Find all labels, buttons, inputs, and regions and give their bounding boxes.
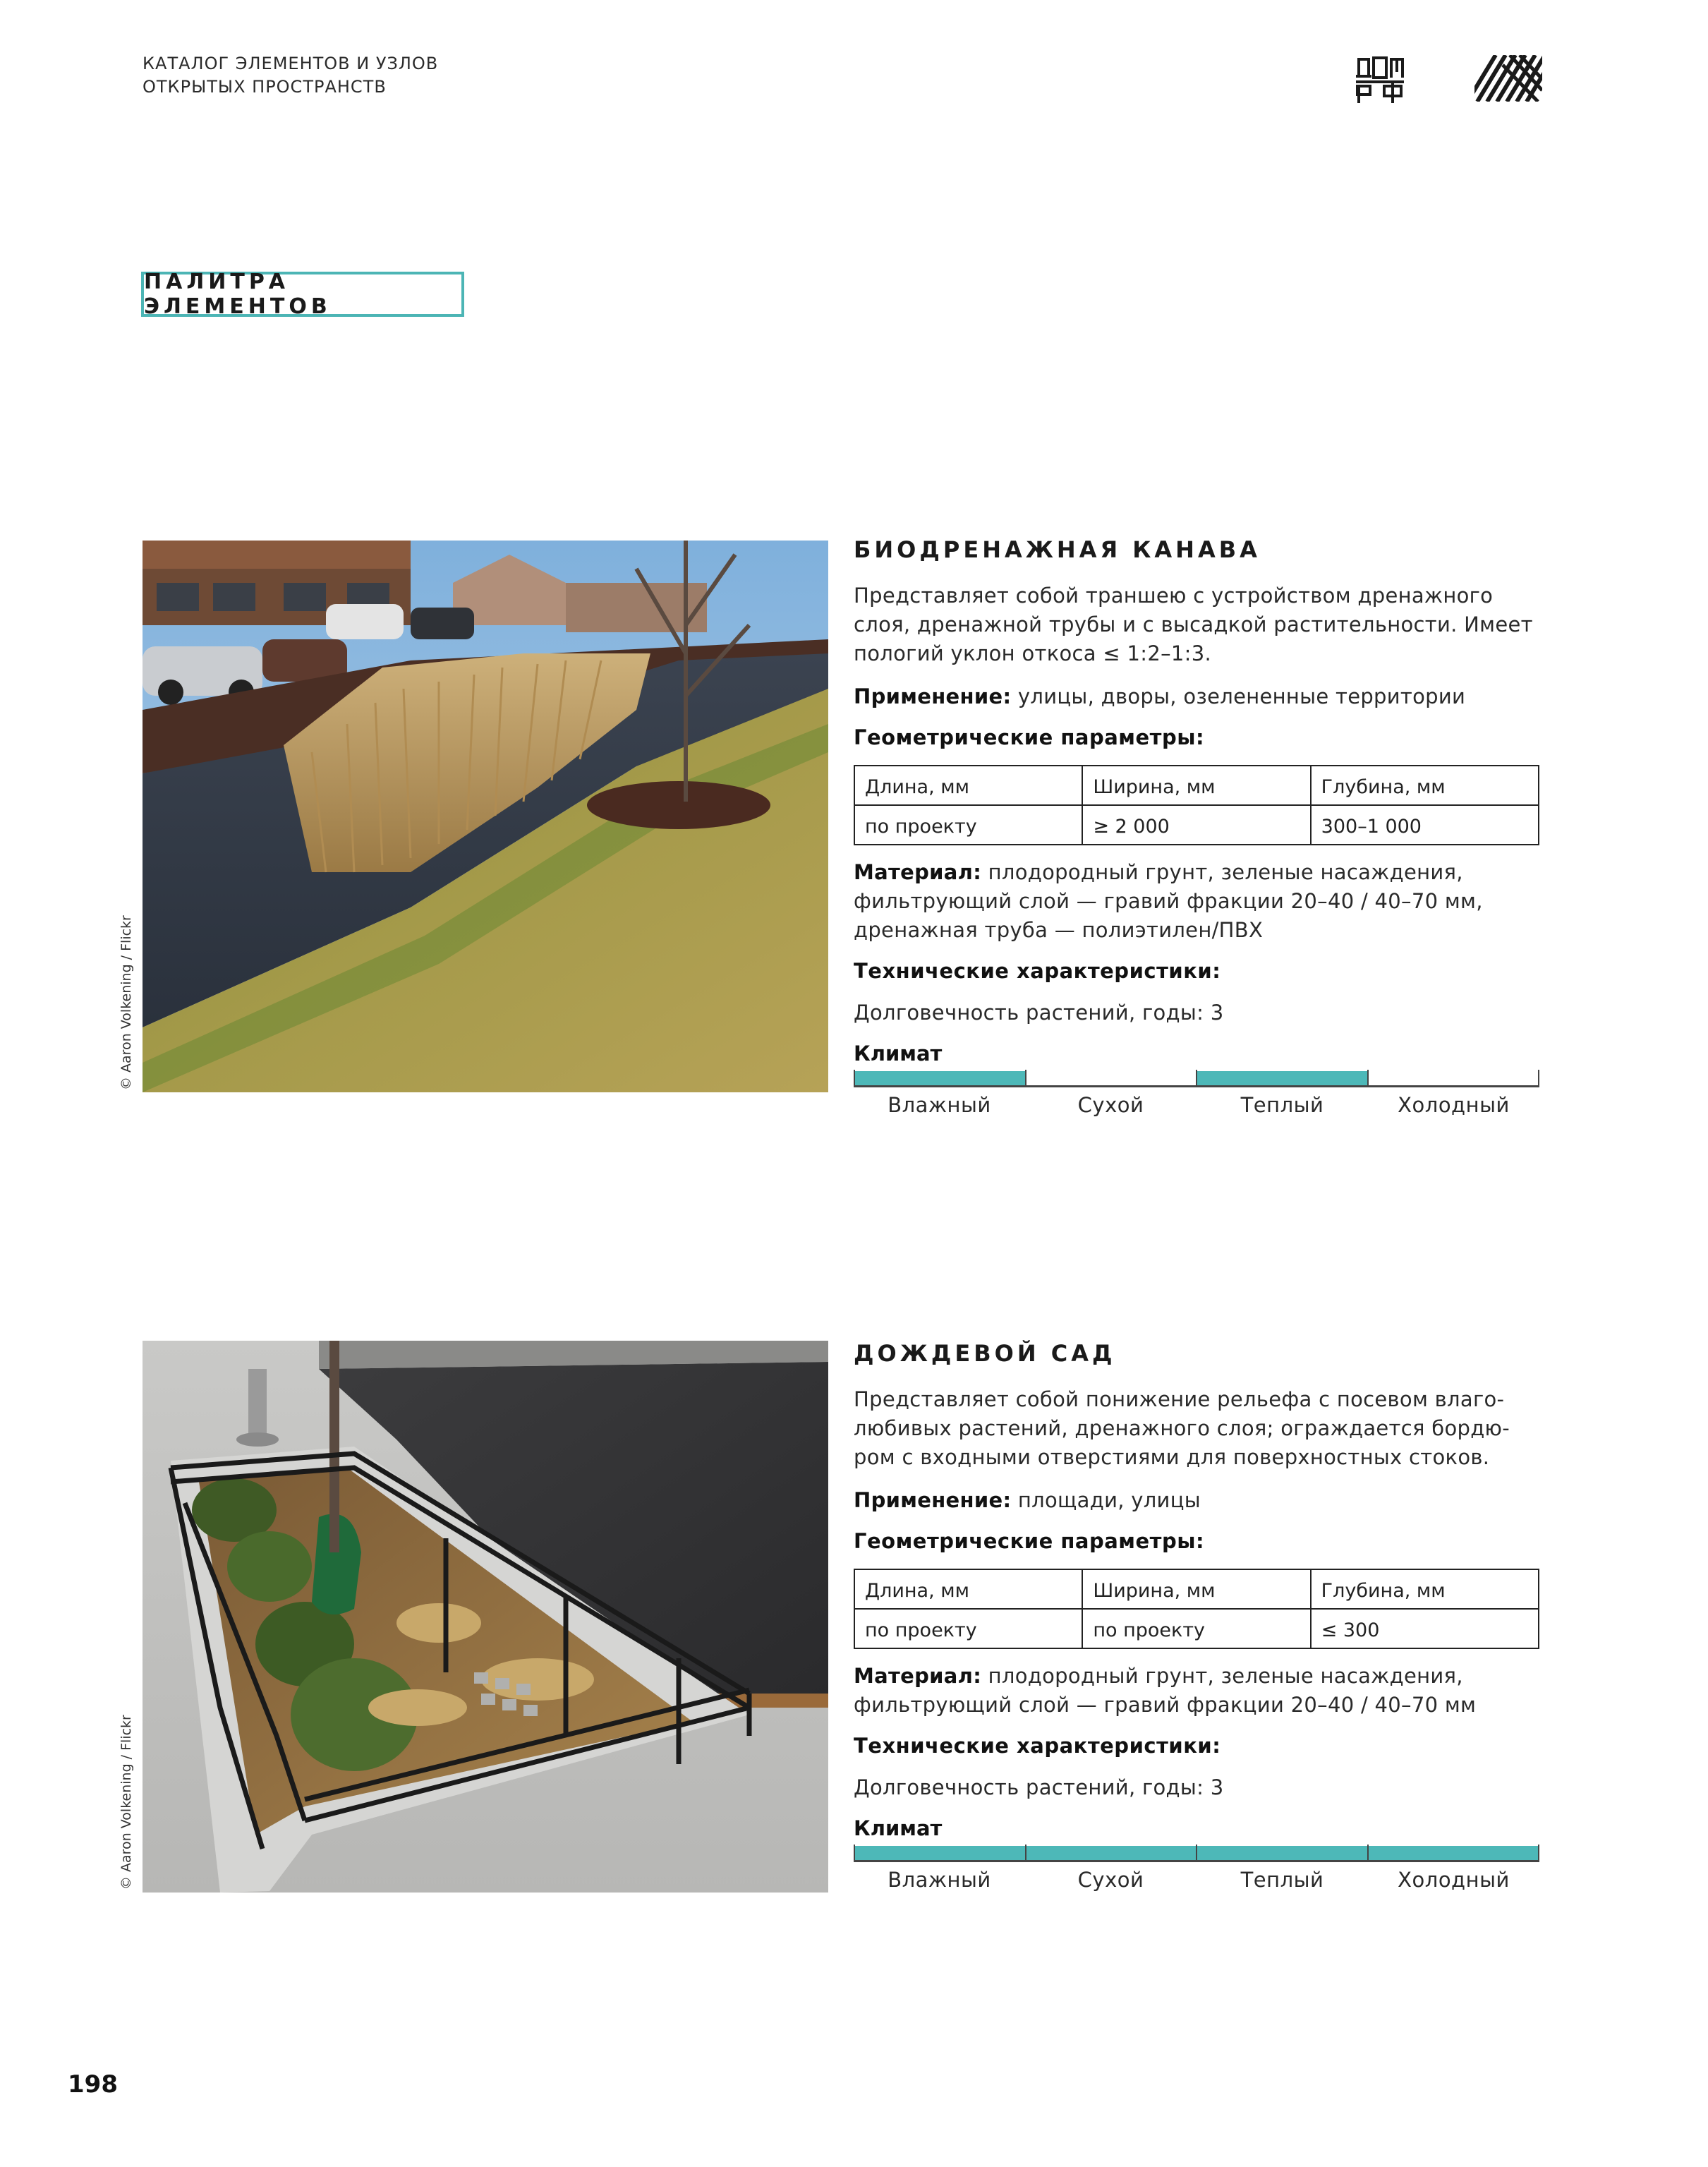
application-value: улицы, дворы, озелененные территории <box>1017 684 1466 708</box>
climate-segment <box>854 1845 1026 1860</box>
table-cell: по проекту <box>854 1609 1082 1648</box>
climate-label: Климат <box>854 1816 943 1840</box>
section-tag: ПАЛИТРА ЭЛЕМЕНТОВ <box>141 272 464 317</box>
application-label: Применение: <box>854 684 1012 708</box>
table-header-cell: Длина, мм <box>854 1569 1082 1609</box>
element-material <box>854 1662 1538 1720</box>
tech-value: Долговечность растений, годы: 3 <box>854 1775 1224 1799</box>
climate-segment <box>1369 1845 1540 1860</box>
material-label: Материал: <box>854 1664 982 1688</box>
climate-label-item: Холодный <box>1398 1093 1510 1117</box>
geometry-table <box>854 1569 1539 1649</box>
table-header-cell: Длина, мм <box>854 766 1082 805</box>
table-cell: по проекту <box>1082 1609 1310 1648</box>
climate-bar <box>854 1845 1539 1862</box>
climate-segment <box>1026 1845 1198 1860</box>
element-application <box>854 1486 1538 1515</box>
geometry-table <box>854 765 1539 845</box>
climate-segment <box>1197 1845 1369 1860</box>
material-value: плодородный грунт, зеленые насаждения, фильтрующий слой — гравий фракции 20–40 / 40–70 мм, дренажная труба — полиэтилен/ПВХ <box>854 860 1483 942</box>
climate-segment <box>854 1070 1026 1085</box>
climate-labels <box>854 1093 1539 1117</box>
table-cell: ≥ 2 000 <box>1082 805 1310 845</box>
table-cell: 300–1 000 <box>1311 805 1539 845</box>
material-value: плодородный грунт, зеленые насаждения, фильтрующий слой — гравий фракции 20–40 / 40–70 мм <box>854 1664 1477 1717</box>
catalog-title-line1: КАТАЛОГ ЭЛЕМЕНТОВ И УЗЛОВ <box>143 54 439 73</box>
catalog-title <box>143 52 438 99</box>
rain-garden-photo <box>143 1341 828 1893</box>
application-value: площади, улицы <box>1017 1488 1201 1512</box>
pattern-logo-icon <box>1474 55 1542 102</box>
climate-segment <box>1197 1070 1369 1085</box>
climate-label-item: Сухой <box>1077 1093 1144 1117</box>
element-bioswale <box>854 536 1538 1117</box>
climate-segment <box>1026 1070 1198 1085</box>
climate-label: Климат <box>854 1042 943 1066</box>
element-description: Представляет собой траншею с устройством дренажного слоя, дренажной трубы и с высадкой растительности. Имеет пологий уклон откоса ≤ 1:2–1:3. <box>854 584 1533 665</box>
table-header-cell: Глубина, мм <box>1311 1569 1539 1609</box>
element-title: ДОЖДЕВОЙ САД <box>854 1340 1116 1367</box>
table-row <box>854 1609 1539 1648</box>
material-label: Материал: <box>854 860 982 884</box>
photo-credit: © Aaron Volkening / Flickr <box>119 915 134 1090</box>
climate-label-item: Теплый <box>1240 1868 1324 1892</box>
climate-label-item: Влажный <box>888 1093 991 1117</box>
element-material <box>854 858 1538 945</box>
tech-value: Долговечность растений, годы: 3 <box>854 1001 1224 1025</box>
climate-labels <box>854 1868 1539 1892</box>
application-label: Применение: <box>854 1488 1012 1512</box>
tech-label: Технические характеристики: <box>854 1734 1221 1758</box>
climate-label-item: Теплый <box>1240 1093 1324 1117</box>
table-header-cell: Ширина, мм <box>1082 766 1310 805</box>
table-header-row <box>854 1569 1539 1609</box>
climate-label-item: Сухой <box>1077 1868 1144 1892</box>
table-cell: по проекту <box>854 805 1082 845</box>
element-application <box>854 682 1538 711</box>
climate-bar <box>854 1070 1539 1087</box>
element-title: БИОДРЕНАЖНАЯ КАНАВА <box>854 536 1261 563</box>
geometry-label: Геометрические параметры: <box>854 725 1205 749</box>
climate-segment <box>1369 1070 1540 1085</box>
table-row <box>854 805 1539 845</box>
dom-rf-logo <box>1356 55 1405 104</box>
tech-label: Технические характеристики: <box>854 959 1221 983</box>
element-rain-garden <box>854 1340 1538 1892</box>
bioswale-photo <box>143 541 828 1092</box>
table-cell: ≤ 300 <box>1311 1609 1539 1648</box>
element-description: Представляет собой понижение рельефа с посевом влаго-любивых растений, дренажного слоя; ограждается бордю-ром с входными отверстиями для поверхностных стоков. <box>854 1387 1510 1469</box>
climate-label-item: Влажный <box>888 1868 991 1892</box>
climate-label-item: Холодный <box>1398 1868 1510 1892</box>
table-header-cell: Глубина, мм <box>1311 766 1539 805</box>
table-header-row <box>854 766 1539 805</box>
geometry-label: Геометрические параметры: <box>854 1529 1205 1553</box>
page-number: 198 <box>68 2070 118 2099</box>
photo-credit: © Aaron Volkening / Flickr <box>119 1715 134 1890</box>
table-header-cell: Ширина, мм <box>1082 1569 1310 1609</box>
catalog-title-line2: ОТКРЫТЫХ ПРОСТРАНСТВ <box>143 77 387 97</box>
